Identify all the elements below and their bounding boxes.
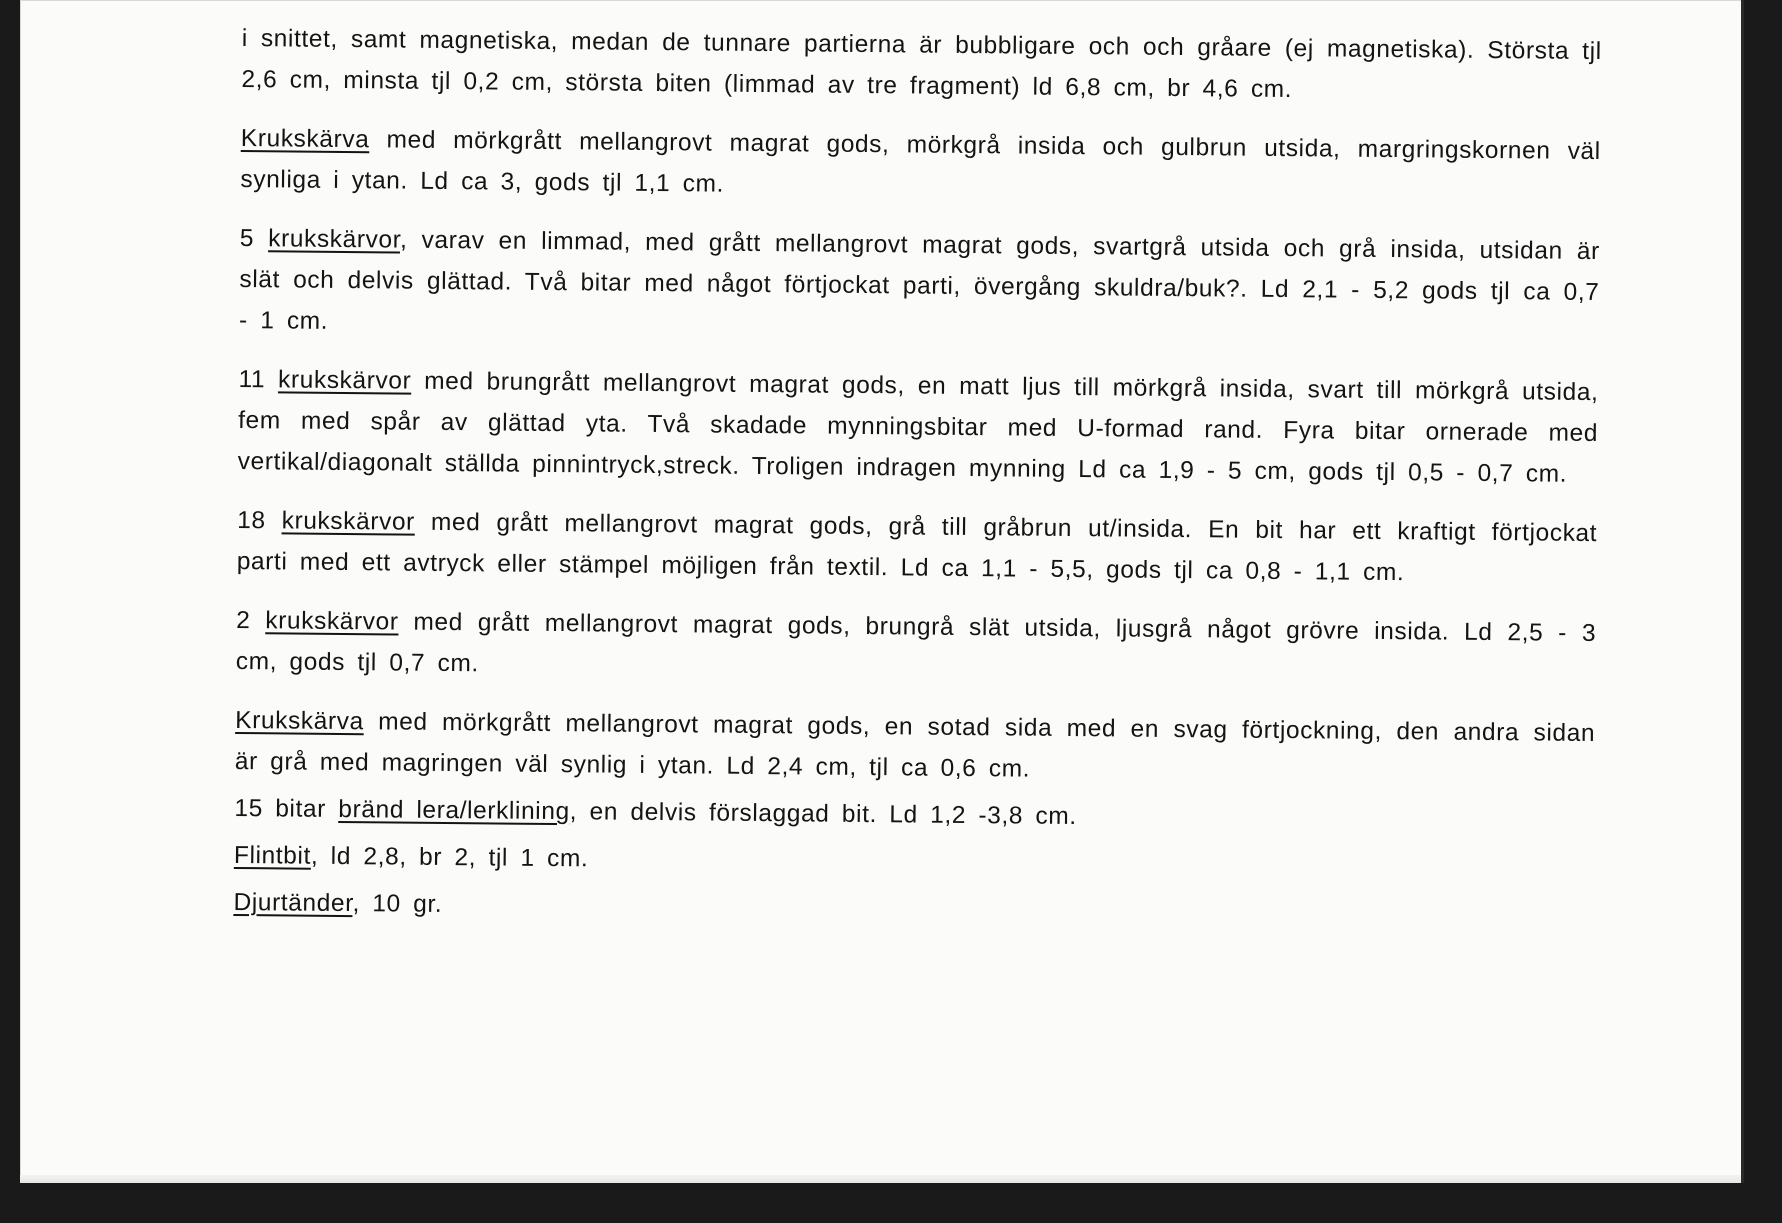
find-label: krukskärvor xyxy=(277,366,412,395)
paragraph-text: , ld 2,8, br 2, tjl 1 cm. xyxy=(310,842,589,873)
paragraph-krukskarvor-5 xyxy=(239,218,1600,354)
find-label: Djurtänder xyxy=(233,888,353,918)
paragraph-text: , en delvis förslaggad bit. Ld 1,2 -3,8 cm. xyxy=(569,798,1077,831)
paragraph-brand-lera xyxy=(234,788,1594,842)
paragraph-djurtander xyxy=(233,882,1593,936)
paragraph-text: med brungrått mellangrovt magrat gods, en matt ljus till mörkgrå insida, svart till mörkgrå utsida, fem med spår av glättad yta. Två skadade mynningsbitar med U-formad rand. Fyra bitar ornerade med vertikal/diagonalt ställda pinnintryck,streck. Troligen indragen mynning Ld ca 1,9 - 5 cm, gods tjl 0,5 - 0,7 cm. xyxy=(237,367,1599,488)
find-count: 5 xyxy=(239,224,269,253)
paragraph-text: , varav en limmad, med grått mellangrovt magrat gods, svartgrå utsida och grå insida, utsidan är slät och delvis glättad. Två bitar med något förtjockat parti, övergång skuldra/buk?. Ld 2,1 - 5,2 gods tjl ca 0,7 - 1 cm. xyxy=(238,226,1600,335)
paragraph-krukskarvor-18 xyxy=(237,500,1598,595)
page-bottom-edge xyxy=(20,1175,1744,1183)
paragraph-text: i snittet, samt magnetiska, medan de tunnare partierna är bubbligare och och gråare (ej magnetiska). Största tjl 2,6 cm, minsta tjl 0,2 cm, största biten (limmad av tre fragment) ld 6,8 cm, br 4,6 cm. xyxy=(241,24,1602,104)
page-right-edge xyxy=(1741,0,1744,1183)
paragraph-flintbit xyxy=(234,835,1594,889)
find-label: Krukskärva xyxy=(235,706,364,736)
find-count: 18 xyxy=(237,506,282,535)
paragraph-krukskarva-2 xyxy=(235,700,1596,795)
find-label: Flintbit xyxy=(233,841,312,870)
paragraph-text: , 10 gr. xyxy=(352,890,443,918)
paragraph-krukskarvor-11 xyxy=(238,359,1599,495)
paragraph-krukskarva-1 xyxy=(240,118,1601,213)
scanned-page xyxy=(20,0,1744,1183)
find-label: krukskärvor xyxy=(281,507,416,536)
find-label: Krukskärva xyxy=(240,124,370,154)
find-count: 11 xyxy=(238,365,279,394)
find-list-text xyxy=(233,18,1602,942)
find-count: 2 xyxy=(236,606,266,635)
paragraph-text: med mörkgrått mellangrovt magrat gods, en sotad sida med en svag förtjockning, den andra sidan är grå med magringen väl synlig i ytan. Ld 2,4 cm, tjl ca 0,6 cm. xyxy=(234,708,1596,783)
paragraph-text: med grått mellangrovt magrat gods, grå till gråbrun ut/insida. En bit har ett kraftigt förtjockat parti med ett avtryck eller stämpel möjligen från textil. Ld ca 1,1 - 5,5, gods tjl ca 0,8 - 1,1 cm. xyxy=(236,508,1598,587)
find-count: 15 bitar xyxy=(234,794,339,823)
paragraph-text: med mörkgrått mellangrovt magrat gods, mörkgrå insida och gulbrun utsida, margringskornen väl synliga i ytan. Ld ca 3, gods tjl 1,1 cm. xyxy=(240,126,1601,198)
paragraph-slag-continuation xyxy=(241,18,1602,113)
find-label: bränd lera/lerklining xyxy=(338,795,570,826)
find-label: krukskärvor xyxy=(265,607,399,636)
paragraph-krukskarvor-2 xyxy=(236,600,1597,695)
paragraph-text: med grått mellangrovt magrat gods, brungrå slät utsida, ljusgrå något grövre insida. Ld 2,5 - 3 cm, gods tjl 0,7 cm. xyxy=(235,608,1597,678)
find-label: krukskärvor xyxy=(268,225,401,254)
